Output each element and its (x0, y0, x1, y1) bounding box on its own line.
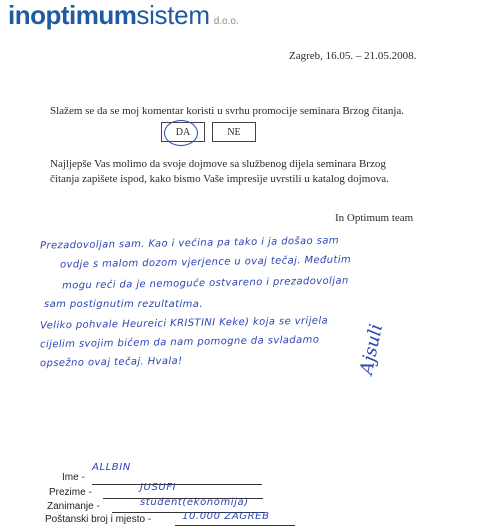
document-date: Zagreb, 16.05. – 21.05.2008. (289, 50, 417, 62)
logo-part-in: in (8, 0, 31, 30)
logo-part-optimum: optimum (30, 0, 137, 30)
team-signature: In Optimum team (335, 212, 414, 224)
zanimanje-value[interactable]: student(ekonomija) (140, 497, 249, 508)
logo-suffix: d.o.o. (213, 16, 239, 27)
ime-line (92, 484, 262, 485)
handwritten-signature: Ajsuli (356, 322, 388, 377)
comment-line-7: opsežno ovaj tečaj. Hvala! (39, 355, 183, 370)
yes-selection-circle (164, 120, 198, 146)
comment-line-3: mogu reći da je nemoguće ostvareno i prezadovoljan (61, 275, 349, 292)
comment-line-6: cijelim svojim bićem da nam pomogne da svladamo (39, 334, 320, 351)
comment-line-5: Veliko pohvale Heureici KRISTINI Keke) koja se vrijela (39, 315, 329, 332)
zanimanje-label: Zanimanje - (47, 501, 100, 512)
posta-label: Poštanski broj i mjesto - (45, 514, 152, 525)
prezime-value[interactable]: JUSUFI (140, 482, 177, 493)
comment-line-4: sam postignutim rezultatima. (44, 299, 203, 310)
request-text (50, 157, 470, 187)
comment-line-1: Prezadovoljan sam. Kao i većina pa tako i ja došao sam (39, 235, 340, 252)
prezime-label: Prezime - (49, 487, 92, 498)
logo-part-sistem: sistem (136, 0, 210, 30)
consent-no-box[interactable]: NE (212, 122, 256, 142)
consent-yes-box[interactable]: DA (161, 122, 205, 142)
ime-value[interactable]: ALLBIN (92, 462, 131, 473)
posta-value[interactable]: 10.000 ZAGREB (182, 511, 270, 522)
consent-statement: Slažem se da se moj komentar koristi u svrhu promocije seminara Brzog čitanja. (50, 105, 405, 117)
ime-label: Ime - (62, 472, 85, 483)
request-line-1: Najljepše Vas molimo da svoje dojmove sa službenog dijela seminara Brzog (50, 158, 386, 170)
company-logo (8, 0, 239, 31)
comment-line-2: ovdje s malom dozom vjerjence u ovaj tečaj. Međutim (59, 254, 352, 271)
request-line-2: čitanja zapišete ispod, kako bismo Vaše impresije uvrstili u katalog dojmova. (50, 173, 389, 185)
